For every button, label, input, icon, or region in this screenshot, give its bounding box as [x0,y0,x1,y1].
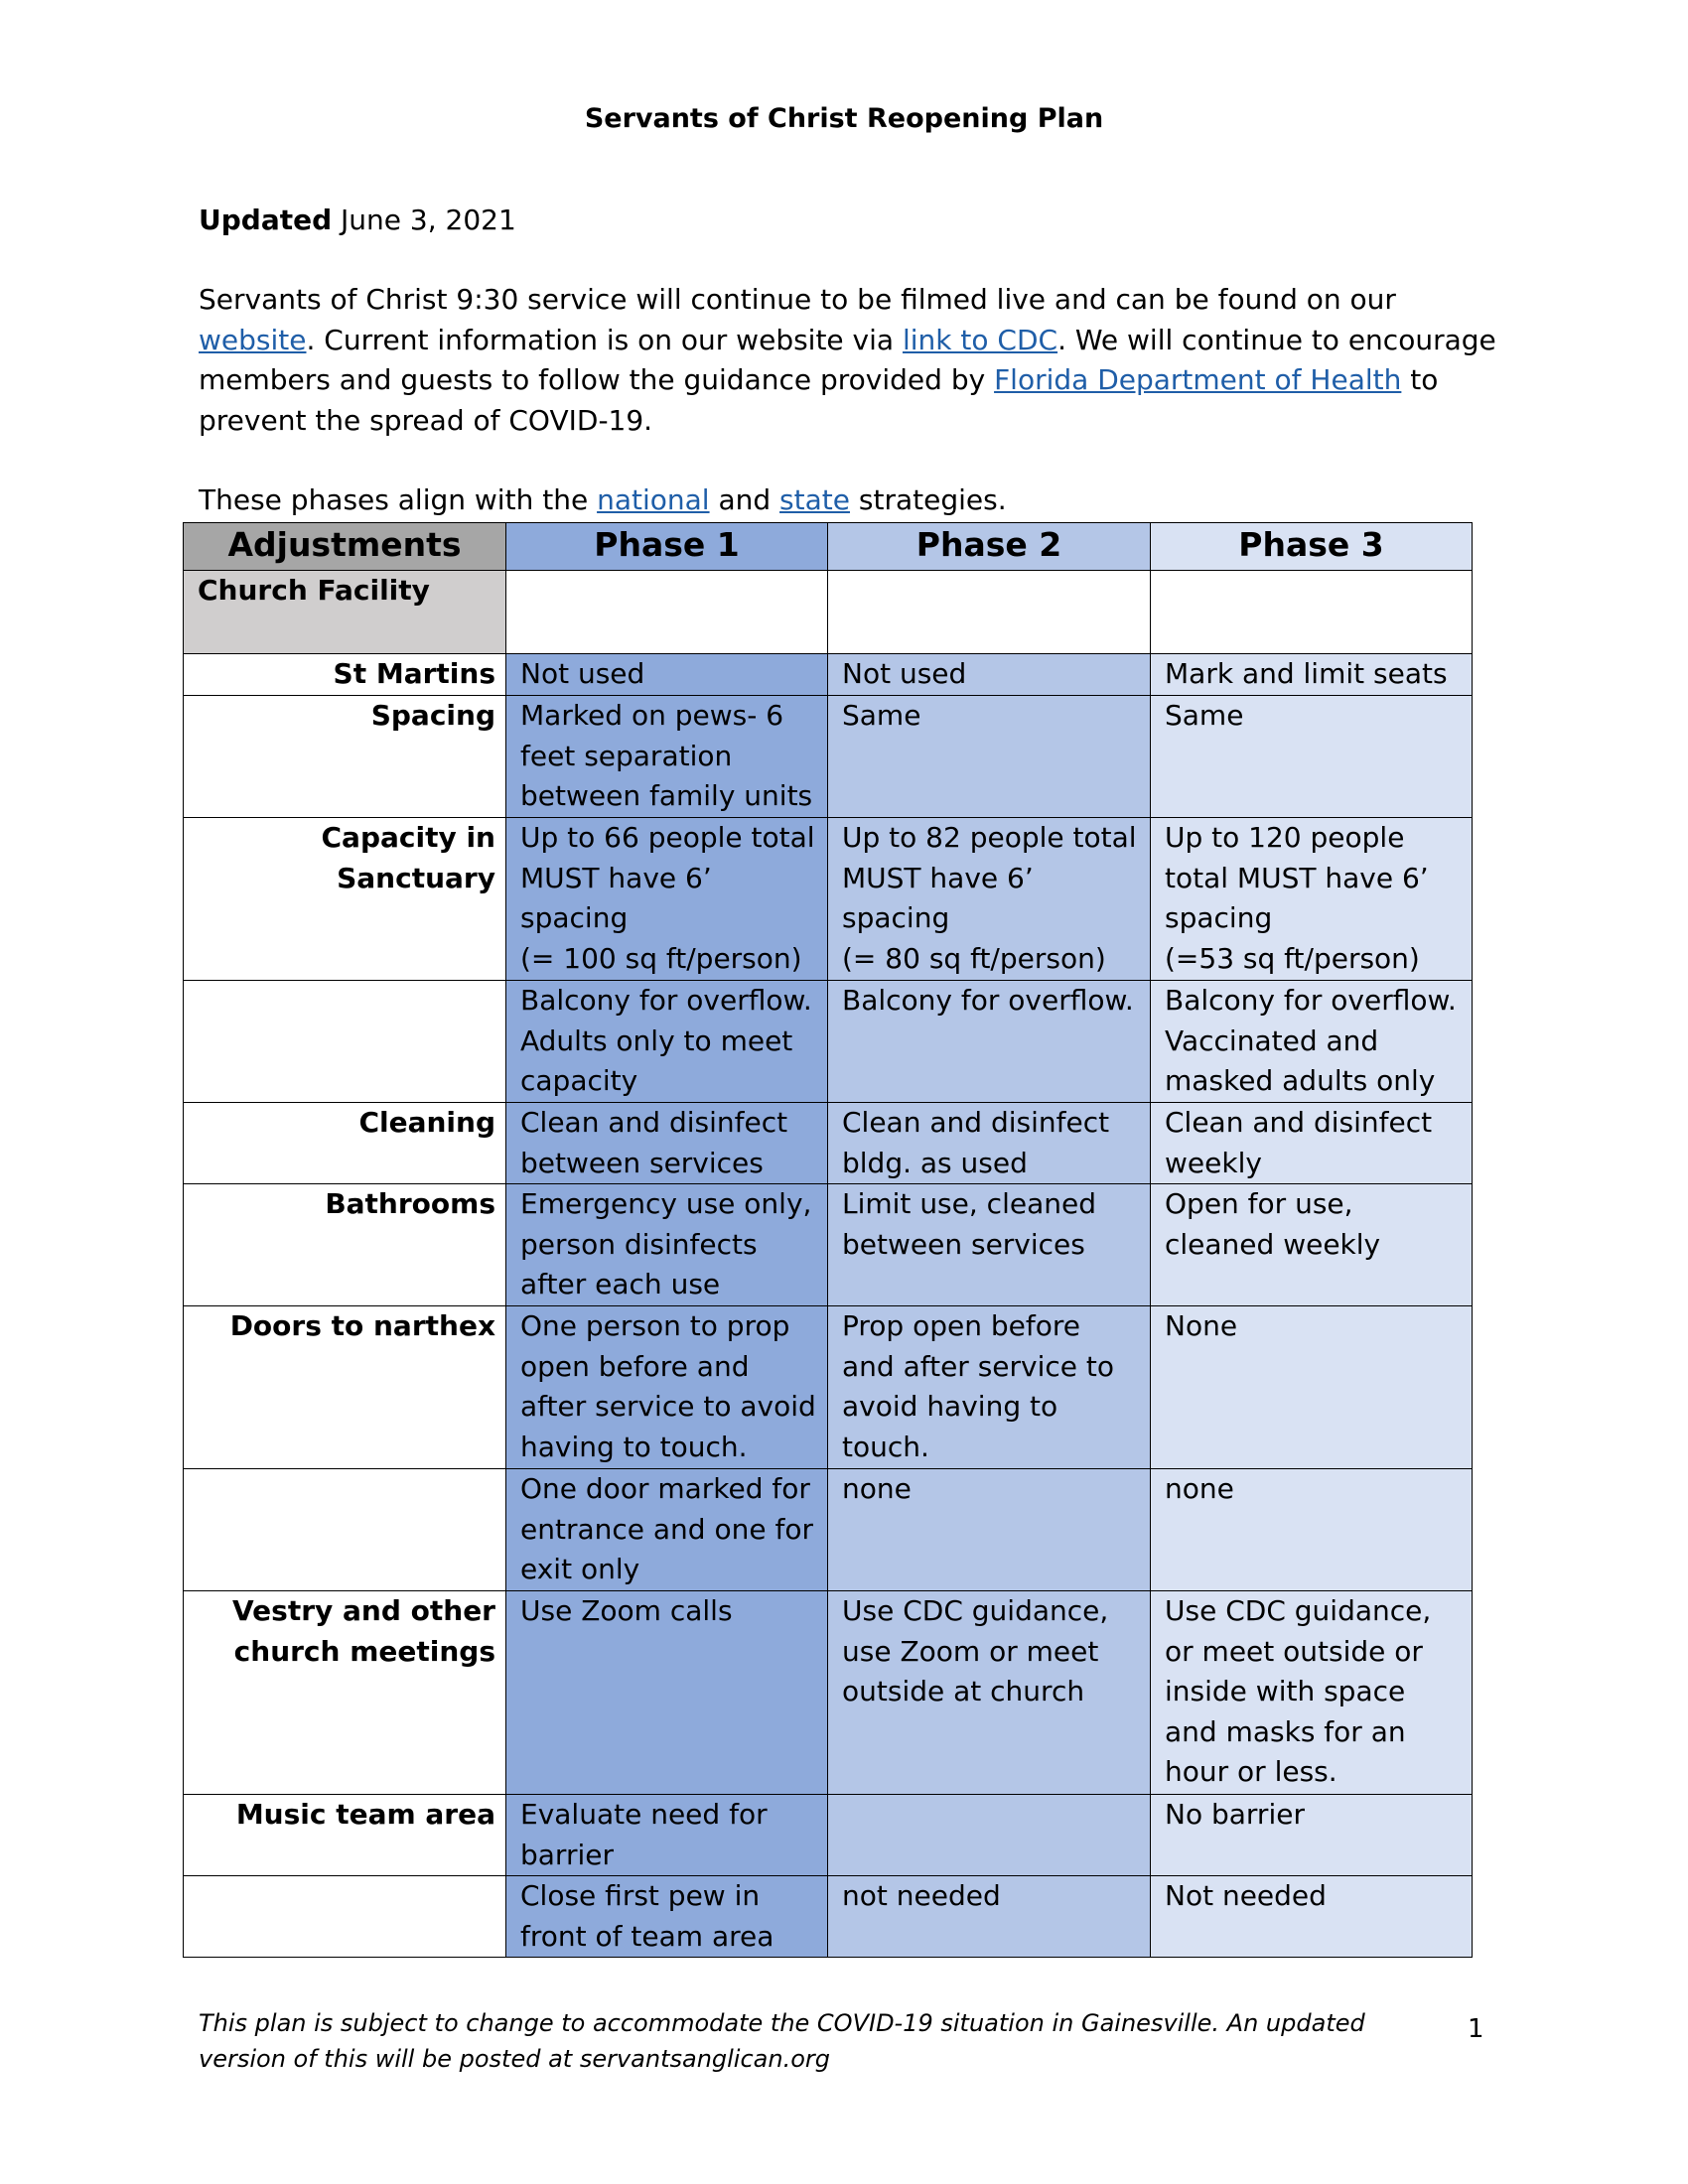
section-row [184,571,1473,654]
website-link[interactable]: website [199,323,307,356]
phase-1-cell: Evaluate need for barrier [506,1795,828,1876]
phase-2-cell: Clean and disinfect bldg. as used [828,1103,1151,1184]
row-label [184,981,506,1103]
table-row [184,1591,1473,1795]
header-phase-2: Phase 2 [828,523,1151,571]
phase-3-cell: Not needed [1151,1876,1473,1958]
document-title: Servants of Christ Reopening Plan [584,103,1104,134]
phase-1-cell: Emergency use only, person disinfects after each use [506,1184,828,1306]
updated-line [199,201,516,240]
cdc-link[interactable]: link to CDC [902,323,1058,356]
row-label: Spacing [184,696,506,818]
updated-date: June 3, 2021 [341,204,516,236]
phase-1-cell: Balcony for overflow. Adults only to meet capacity [506,981,828,1103]
phase-2-cell [828,1795,1151,1876]
phase-1-cell: Clean and disinfect between services [506,1103,828,1184]
row-label: Bathrooms [184,1184,506,1306]
phase-3-cell: Up to 120 people total MUST have 6’ spacing (=53 sq ft/person) [1151,818,1473,981]
section-church-facility: Church Facility [184,571,506,654]
phase-3-cell: none [1151,1469,1473,1591]
updated-label: Updated [199,204,333,236]
table-row [184,1306,1473,1469]
table-row [184,1795,1473,1876]
phase-3-cell: Mark and limit seats [1151,654,1473,696]
page-number: 1 [1468,2014,1484,2044]
phase-2-cell: Balcony for overflow. [828,981,1151,1103]
table-header-row [184,523,1473,571]
phases-text-1: These phases align with the [199,483,598,516]
phase-3-cell: No barrier [1151,1795,1473,1876]
phase-2-cell: none [828,1469,1151,1591]
phase-1-cell: Up to 66 people total MUST have 6’ spacing (= 100 sq ft/person) [506,818,828,981]
header-phase-1: Phase 1 [506,523,828,571]
intro-paragraph [199,280,1499,441]
row-label: Vestry and other church meetings [184,1591,506,1795]
phases-text-2: and [709,483,780,516]
row-label: Doors to narthex [184,1306,506,1469]
florida-health-link[interactable]: Florida Department of Health [994,363,1402,396]
intro-text-3: . We will continue to encourage members and guests to follow the guidance provided by [199,323,1496,396]
phase-1-cell: Not used [506,654,828,696]
row-label [184,1876,506,1958]
row-label: Cleaning [184,1103,506,1184]
table-row [184,981,1473,1103]
phases-line [199,480,1007,520]
phase-2-cell: Prop open before and after service to avoid having to touch. [828,1306,1151,1469]
table-row [184,1103,1473,1184]
phases-text-3: strategies. [849,483,1007,516]
phase-1-cell: Use Zoom calls [506,1591,828,1795]
phase-1-cell: Marked on pews- 6 feet separation between family units [506,696,828,818]
section-blank-cell [506,571,828,654]
phase-3-cell: None [1151,1306,1473,1469]
state-link[interactable]: state [779,483,850,516]
phase-3-cell: Clean and disinfect weekly [1151,1103,1473,1184]
row-label: St Martins [184,654,506,696]
phase-1-cell: One person to prop open before and after service to avoid having to touch. [506,1306,828,1469]
footer-note: This plan is subject to change to accommodate the COVID-19 situation in Gainesville. An updated version of this will be posted at servantsanglican.org [199,2009,1365,2073]
phase-3-cell: Same [1151,696,1473,818]
intro-text-1: Servants of Christ 9:30 service will continue to be filmed live and can be found on our [199,283,1396,316]
phase-2-cell: not needed [828,1876,1151,1958]
table-row [184,654,1473,696]
section-blank-cell [828,571,1151,654]
phase-2-cell: Limit use, cleaned between services [828,1184,1151,1306]
phase-2-cell: Up to 82 people total MUST have 6’ spacing (= 80 sq ft/person) [828,818,1151,981]
table-row [184,1184,1473,1306]
national-link[interactable]: national [597,483,710,516]
phase-1-cell: Close first pew in front of team area [506,1876,828,1958]
header-adjustments: Adjustments [184,523,506,571]
phase-2-cell: Not used [828,654,1151,696]
row-label: Music team area [184,1795,506,1876]
intro-text-4: to prevent the spread of COVID-19. [199,363,1439,437]
row-label [184,1469,506,1591]
table-row [184,696,1473,818]
phase-3-cell: Use CDC guidance, or meet outside or inside with space and masks for an hour or less. [1151,1591,1473,1795]
table-row [184,818,1473,981]
table-row [184,1469,1473,1591]
section-blank-cell [1151,571,1473,654]
intro-text-2: . Current information is on our website via [306,323,903,356]
phase-2-cell: Use CDC guidance, use Zoom or meet outside at church [828,1591,1151,1795]
table-row [184,1876,1473,1958]
phase-1-cell: One door marked for entrance and one for exit only [506,1469,828,1591]
phase-3-cell: Open for use, cleaned weekly [1151,1184,1473,1306]
phase-2-cell: Same [828,696,1151,818]
row-label: Capacity in Sanctuary [184,818,506,981]
reopening-plan-table [183,522,1473,1958]
phase-3-cell: Balcony for overflow. Vaccinated and masked adults only [1151,981,1473,1103]
header-phase-3: Phase 3 [1151,523,1473,571]
